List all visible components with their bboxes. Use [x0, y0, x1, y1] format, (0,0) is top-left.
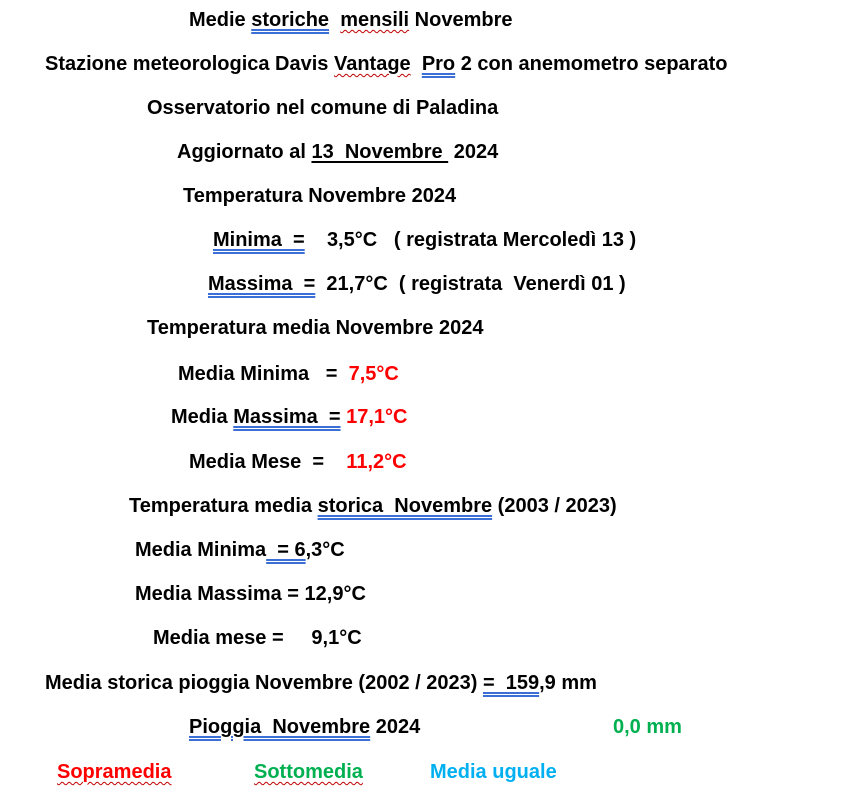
- historic-heading-b: storica Novembre: [317, 495, 493, 517]
- legend-equal-average: Media uguale: [430, 761, 557, 783]
- updated-date: 13 Novembre: [311, 141, 449, 163]
- legend-below-average: [254, 760, 363, 784]
- historic-rain-line: [45, 671, 597, 695]
- avg-max-label-a: Media: [171, 406, 228, 428]
- historic-min-value-a: 6: [294, 539, 306, 561]
- title-word-mensili: mensili: [340, 9, 410, 31]
- avg-month-heading: Temperatura media Novembre 2024: [147, 317, 484, 339]
- historic-rain-label: Media storica pioggia Novembre (2002 / 2023): [45, 672, 478, 694]
- updated-year: 2024: [453, 141, 499, 163]
- temp-max-label: Massima =: [208, 273, 316, 295]
- month-rain-value: 0,0 mm: [613, 716, 682, 738]
- avg-max-value: 17,1°C: [346, 406, 408, 428]
- historic-heading-a: Temperatura media: [129, 495, 313, 517]
- historic-max-line: Media Massima = 12,9°C: [135, 583, 366, 605]
- historic-rain-value: ,9 mm: [539, 672, 597, 694]
- temp-min-label: Minima =: [213, 229, 305, 251]
- month-rain-label-line: [189, 715, 420, 739]
- historic-mean-label: Media mese =: [153, 627, 284, 649]
- temp-min-value: 3,5°C ( registrata Mercoledì 13 ): [326, 229, 637, 251]
- temp-min-line: [213, 228, 636, 252]
- title-word-novembre: Novembre: [414, 9, 513, 31]
- temp-max-value: 21,7°C ( registrata Venerdì 01 ): [326, 273, 626, 295]
- avg-mean-value: 11,2°C: [346, 451, 407, 473]
- temp-month-heading: Temperatura Novembre 2024: [183, 185, 457, 207]
- historic-heading-c: (2003 / 2023): [497, 495, 617, 517]
- legend-above-text: Sopramedia: [57, 761, 172, 783]
- avg-mean-label: Media Mese =: [189, 451, 325, 473]
- avg-min-value: 7,5°C: [348, 363, 399, 385]
- avg-max-label-b: Massima =: [233, 406, 341, 428]
- station-vantage: Vantage: [333, 53, 411, 75]
- updated-label: Aggiornato al: [177, 141, 306, 163]
- avg-min-line: [178, 362, 399, 386]
- avg-mean-line: [189, 450, 407, 474]
- station-line: [45, 52, 727, 76]
- historic-min-eq: =: [266, 539, 295, 561]
- station-text: Stazione meteorologica Davis: [45, 53, 329, 75]
- historic-rain-eq: = 159: [482, 672, 540, 694]
- historic-heading: [129, 494, 617, 518]
- station-pro: Pro: [421, 53, 456, 75]
- historic-min-value-b: ,3°C: [305, 539, 345, 561]
- temp-max-line: [208, 272, 626, 296]
- historic-mean-line: [153, 626, 362, 650]
- title-word-medie: Medie: [189, 9, 246, 31]
- historic-min-label: Media Minima: [135, 539, 267, 561]
- historic-min-line: [135, 538, 345, 562]
- legend-above-average: [57, 760, 171, 784]
- title-word-storiche: storiche: [251, 9, 330, 31]
- legend-below-text: Sottomedia: [254, 761, 363, 783]
- observatory-line: Osservatorio nel comune di Paladina: [147, 97, 499, 119]
- month-rain-label-b: 2024: [375, 716, 421, 738]
- historic-mean-value: 9,1°C: [311, 627, 362, 649]
- updated-line: [177, 140, 498, 164]
- station-suffix: 2 con anemometro separato: [460, 53, 728, 75]
- avg-max-line: [171, 405, 407, 429]
- month-rain-label-a: Pioggia Novembre: [189, 716, 371, 738]
- avg-min-label: Media Minima =: [178, 363, 338, 385]
- document-title: [189, 8, 512, 32]
